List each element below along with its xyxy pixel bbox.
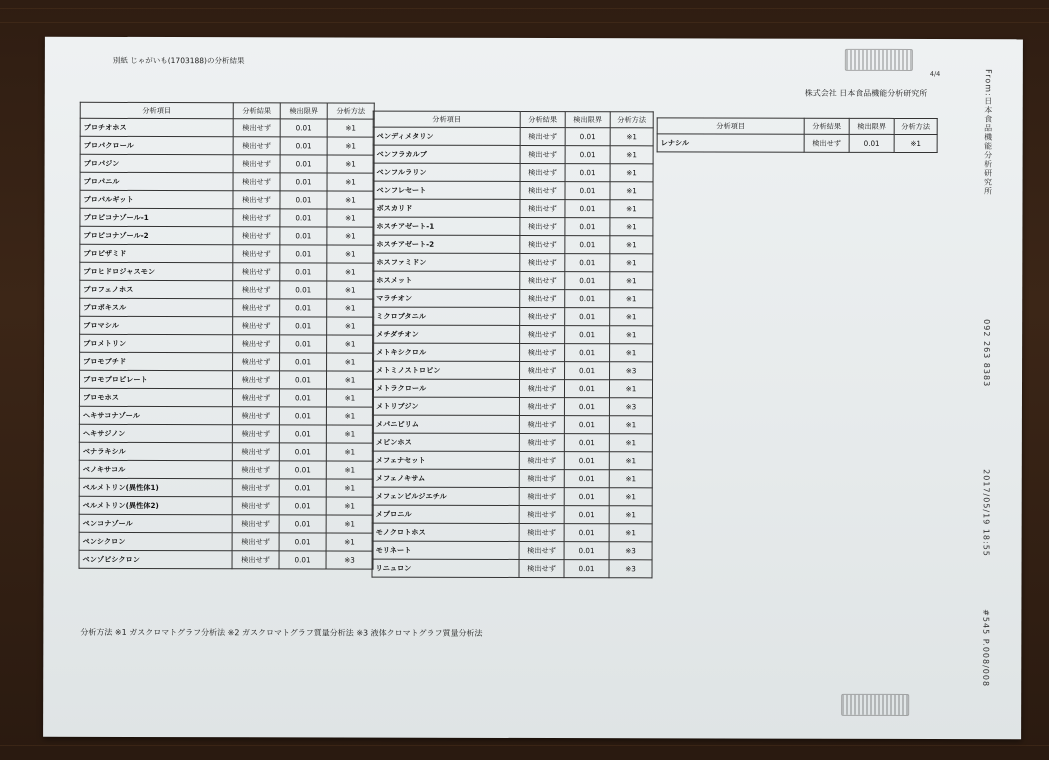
limit-cell: 0.01 <box>279 497 326 515</box>
item-name-cell: ベナラキシル <box>79 442 232 460</box>
table-row <box>79 424 373 443</box>
limit-cell: 0.01 <box>564 488 609 506</box>
method-cell: ※1 <box>327 317 374 335</box>
result-cell: 検出せず <box>233 245 280 263</box>
result-cell: 検出せず <box>519 415 564 433</box>
fax-page-info: #545 P.008/008 <box>981 609 991 688</box>
item-name-cell: プロパジン <box>80 154 233 172</box>
table-row <box>373 145 653 164</box>
item-name-cell: プロパルギット <box>80 190 233 208</box>
item-name-cell: ホスファミドン <box>373 253 520 271</box>
table-body <box>372 127 653 578</box>
result-cell: 検出せず <box>520 253 565 271</box>
table-row <box>80 316 374 335</box>
item-name-cell: メトリブジン <box>372 397 519 415</box>
result-cell: 検出せず <box>233 155 280 173</box>
method-cell: ※1 <box>610 182 653 200</box>
result-cell: 検出せず <box>232 461 279 479</box>
method-cell: ※1 <box>610 254 653 272</box>
limit-cell: 0.01 <box>279 443 326 461</box>
method-cell: ※1 <box>327 263 374 281</box>
page-number: 4/4 <box>929 70 941 79</box>
company-seal-stamp-bottom <box>841 694 909 716</box>
result-cell: 検出せず <box>520 307 565 325</box>
limit-cell: 0.01 <box>564 542 609 560</box>
item-name-cell: メフェンピルジエチル <box>372 487 519 505</box>
item-name-cell: メフェノキサム <box>372 469 519 487</box>
result-cell: 検出せず <box>233 317 280 335</box>
result-cell: 検出せず <box>233 263 280 281</box>
result-cell: 検出せず <box>519 541 564 559</box>
item-name-cell: ベンゾビシクロン <box>79 550 232 568</box>
result-cell: 検出せず <box>519 469 564 487</box>
item-name-cell: メチダチオン <box>373 325 520 343</box>
table-row <box>373 271 653 290</box>
item-name-cell: プロパニル <box>80 172 233 190</box>
method-cell: ※3 <box>610 362 653 380</box>
table-row <box>80 280 374 299</box>
item-name-cell: レナシル <box>657 134 804 152</box>
item-name-cell: ブロモホス <box>79 388 232 406</box>
method-cell: ※1 <box>327 281 374 299</box>
table-row <box>373 325 653 344</box>
item-name-cell: ペンコナゾール <box>79 514 232 532</box>
item-name-cell: ヘキサコナゾール <box>79 406 232 424</box>
table-row <box>372 487 652 506</box>
method-cell: ※1 <box>326 407 373 425</box>
result-cell: 検出せず <box>233 227 280 245</box>
item-name-cell: プロピコナゾール-2 <box>80 226 233 244</box>
result-cell: 検出せず <box>232 515 279 533</box>
table-body <box>657 134 937 153</box>
limit-cell: 0.01 <box>564 416 609 434</box>
limit-cell: 0.01 <box>280 245 327 263</box>
limit-cell: 0.01 <box>279 461 326 479</box>
limit-cell: 0.01 <box>564 380 609 398</box>
limit-cell: 0.01 <box>279 389 326 407</box>
result-cell: 検出せず <box>520 145 565 163</box>
result-cell: 検出せず <box>520 325 565 343</box>
limit-cell: 0.01 <box>279 407 326 425</box>
limit-cell: 0.01 <box>280 263 327 281</box>
method-cell: ※1 <box>326 533 373 551</box>
method-cell: ※1 <box>327 227 374 245</box>
limit-cell: 0.01 <box>279 533 326 551</box>
table-row <box>372 469 652 488</box>
item-name-cell: メプロニル <box>372 505 519 523</box>
limit-cell: 0.01 <box>565 308 610 326</box>
result-cell: 検出せず <box>520 235 565 253</box>
limit-cell: 0.01 <box>280 209 327 227</box>
result-cell: 検出せず <box>519 397 564 415</box>
limit-cell: 0.01 <box>280 281 327 299</box>
table-row <box>373 163 653 182</box>
result-cell: 検出せず <box>233 335 280 353</box>
limit-cell: 0.01 <box>564 452 609 470</box>
header-result: 分析結果 <box>233 103 280 119</box>
method-cell: ※1 <box>326 443 373 461</box>
result-cell: 検出せず <box>233 281 280 299</box>
limit-cell: 0.01 <box>280 155 327 173</box>
result-cell: 検出せず <box>232 479 279 497</box>
table-row <box>80 136 374 155</box>
result-cell: 検出せず <box>519 505 564 523</box>
method-cell: ※3 <box>609 560 652 578</box>
results-table-1 <box>79 102 375 570</box>
item-name-cell: プロピザミド <box>80 244 233 262</box>
item-name-cell: ベンフレセート <box>373 181 520 199</box>
table-row <box>79 442 373 461</box>
table-row <box>372 505 652 524</box>
table-row <box>80 244 374 263</box>
method-cell: ※1 <box>327 299 374 317</box>
item-name-cell: プロパクロール <box>80 136 233 154</box>
limit-cell: 0.01 <box>565 164 610 182</box>
header-method: 分析方法 <box>610 112 653 128</box>
limit-cell: 0.01 <box>280 335 327 353</box>
item-name-cell: ブロマシル <box>80 316 233 334</box>
method-cell: ※1 <box>327 173 374 191</box>
table-row <box>80 352 374 371</box>
table-body <box>79 118 374 569</box>
result-cell: 検出せず <box>520 289 565 307</box>
limit-cell: 0.01 <box>280 173 327 191</box>
table-row <box>372 559 652 578</box>
method-cell: ※1 <box>610 308 653 326</box>
fax-phone: 092 263 8383 <box>982 319 992 388</box>
limit-cell: 0.01 <box>279 551 326 569</box>
document-title: 別紙 じゃがいも(1703188)の分析結果 <box>112 55 245 66</box>
table-row <box>79 406 373 425</box>
result-cell: 検出せず <box>520 343 565 361</box>
item-name-cell: メビンホス <box>372 433 519 451</box>
limit-cell: 0.01 <box>279 371 326 389</box>
table-row <box>79 496 373 515</box>
method-cell: ※1 <box>327 245 374 263</box>
limit-cell: 0.01 <box>564 398 609 416</box>
method-cell: ※1 <box>609 380 652 398</box>
method-cell: ※3 <box>609 398 652 416</box>
result-cell: 検出せず <box>232 533 279 551</box>
header-result: 分析結果 <box>520 111 565 127</box>
method-cell: ※1 <box>327 191 374 209</box>
limit-cell: 0.01 <box>564 524 609 542</box>
table-row <box>373 253 653 272</box>
company-seal-stamp <box>845 49 913 71</box>
limit-cell: 0.01 <box>279 479 326 497</box>
document-page <box>43 37 1023 740</box>
method-cell: ※1 <box>609 488 652 506</box>
results-table-3 <box>657 117 938 153</box>
item-name-cell: ブロモプロピレート <box>79 370 232 388</box>
result-cell: 検出せず <box>519 487 564 505</box>
result-cell: 検出せず <box>233 353 280 371</box>
limit-cell: 0.01 <box>565 128 610 146</box>
item-name-cell: ホスチアゼート-1 <box>373 217 520 235</box>
limit-cell: 0.01 <box>564 470 609 488</box>
result-cell: 検出せず <box>233 137 280 155</box>
item-name-cell: プロポキスル <box>80 298 233 316</box>
fax-header-strip <box>981 69 997 729</box>
table-row <box>80 208 374 227</box>
header-item: 分析項目 <box>80 102 233 118</box>
item-name-cell: モノクロトホス <box>372 523 519 541</box>
item-name-cell: ベンフラカルブ <box>373 145 520 163</box>
method-cell: ※1 <box>610 272 653 290</box>
method-cell: ※1 <box>610 128 653 146</box>
table-row <box>373 199 653 218</box>
table-row <box>373 181 653 200</box>
results-table-2 <box>372 111 654 579</box>
limit-cell: 0.01 <box>565 344 610 362</box>
table-row <box>79 514 373 533</box>
limit-cell: 0.01 <box>280 353 327 371</box>
header-result: 分析結果 <box>804 118 849 134</box>
table-row <box>79 460 373 479</box>
method-cell: ※1 <box>609 524 652 542</box>
method-cell: ※3 <box>609 542 652 560</box>
method-cell: ※1 <box>327 335 374 353</box>
table-row <box>79 370 373 389</box>
table-row <box>373 235 653 254</box>
table-row <box>373 289 653 308</box>
item-name-cell: メフェナセット <box>372 451 519 469</box>
method-cell: ※1 <box>327 119 374 137</box>
limit-cell: 0.01 <box>565 236 610 254</box>
item-name-cell: ホスメット <box>373 271 520 289</box>
table-row <box>80 118 374 137</box>
method-cell: ※1 <box>609 506 652 524</box>
method-cell: ※1 <box>894 134 937 152</box>
table-row <box>372 523 652 542</box>
limit-cell: 0.01 <box>565 218 610 236</box>
item-name-cell: モリネート <box>372 541 519 559</box>
table-row <box>373 343 653 362</box>
method-cell: ※1 <box>326 461 373 479</box>
table-row <box>79 478 373 497</box>
item-name-cell: メトラクロール <box>372 379 519 397</box>
item-name-cell: プロフェノホス <box>80 280 233 298</box>
result-cell: 検出せず <box>233 173 280 191</box>
item-name-cell: メトミノストロビン <box>373 361 520 379</box>
result-cell: 検出せず <box>232 551 279 569</box>
fax-datetime: 2017/05/19 18:55 <box>981 469 991 557</box>
item-name-cell: プロピコナゾール-1 <box>80 208 233 226</box>
limit-cell: 0.01 <box>280 317 327 335</box>
table-row <box>80 334 374 353</box>
result-cell: 検出せず <box>519 451 564 469</box>
limit-cell: 0.01 <box>565 362 610 380</box>
table-row <box>80 226 374 245</box>
header-method: 分析方法 <box>894 118 937 134</box>
table-row <box>657 134 937 153</box>
item-name-cell: メパニピリム <box>372 415 519 433</box>
method-cell: ※1 <box>609 452 652 470</box>
result-cell: 検出せず <box>233 191 280 209</box>
result-cell: 検出せず <box>519 559 564 577</box>
table-row <box>80 190 374 209</box>
table-row <box>372 451 652 470</box>
header-method: 分析方法 <box>327 103 374 119</box>
result-cell: 検出せず <box>232 407 279 425</box>
table-row <box>372 379 652 398</box>
result-cell: 検出せず <box>520 181 565 199</box>
table-row <box>80 154 374 173</box>
limit-cell: 0.01 <box>565 182 610 200</box>
limit-cell: 0.01 <box>280 299 327 317</box>
table-row <box>80 262 374 281</box>
method-cell: ※1 <box>326 497 373 515</box>
item-name-cell: ペンディメタリン <box>373 127 520 145</box>
method-footnote: 分析方法 ※1 ガスクロマトグラフ分析法 ※2 ガスクロマトグラフ質量分析法 ※3 液体クロマトグラフ質量分析法 <box>80 627 483 638</box>
method-cell: ※1 <box>326 479 373 497</box>
item-name-cell: ベノキサコル <box>79 460 232 478</box>
table-row <box>372 433 652 452</box>
item-name-cell: ベンフルラリン <box>373 163 520 181</box>
method-cell: ※1 <box>610 326 653 344</box>
header-item: 分析項目 <box>373 111 520 127</box>
item-name-cell: ブロモブチド <box>80 352 233 370</box>
method-cell: ※1 <box>327 353 374 371</box>
method-cell: ※1 <box>610 164 653 182</box>
method-cell: ※1 <box>326 515 373 533</box>
result-cell: 検出せず <box>232 443 279 461</box>
item-name-cell: ヘキサジノン <box>79 424 232 442</box>
result-cell: 検出せず <box>804 134 849 152</box>
fax-from: From:日本食品機能分析研究所 <box>983 69 993 196</box>
method-cell: ※1 <box>327 137 374 155</box>
method-cell: ※1 <box>610 218 653 236</box>
result-cell: 検出せず <box>520 271 565 289</box>
item-name-cell: ボスカリド <box>373 199 520 217</box>
method-cell: ※1 <box>610 290 653 308</box>
result-cell: 検出せず <box>232 389 279 407</box>
method-cell: ※1 <box>609 434 652 452</box>
result-cell: 検出せず <box>520 217 565 235</box>
item-name-cell: ホスチアゼート-2 <box>373 235 520 253</box>
result-cell: 検出せず <box>232 497 279 515</box>
item-name-cell: プロチオホス <box>80 118 233 136</box>
limit-cell: 0.01 <box>280 137 327 155</box>
table-row <box>79 550 373 569</box>
limit-cell: 0.01 <box>279 425 326 443</box>
limit-cell: 0.01 <box>565 326 610 344</box>
result-cell: 検出せず <box>519 433 564 451</box>
limit-cell: 0.01 <box>279 515 326 533</box>
header-item: 分析項目 <box>657 118 804 134</box>
method-cell: ※1 <box>327 209 374 227</box>
table-row <box>372 541 652 560</box>
method-cell: ※1 <box>609 470 652 488</box>
limit-cell: 0.01 <box>565 272 610 290</box>
item-name-cell: プロメトリン <box>80 334 233 352</box>
table-row <box>79 532 373 551</box>
method-cell: ※1 <box>610 200 653 218</box>
result-cell: 検出せず <box>520 163 565 181</box>
table-row <box>373 307 653 326</box>
result-cell: 検出せず <box>519 523 564 541</box>
limit-cell: 0.01 <box>565 290 610 308</box>
method-cell: ※1 <box>326 389 373 407</box>
limit-cell: 0.01 <box>565 146 610 164</box>
table-row <box>373 127 653 146</box>
header-limit: 検出限界 <box>849 118 894 134</box>
item-name-cell: メトキシクロル <box>373 343 520 361</box>
item-name-cell: ペルメトリン(異性体2) <box>79 496 232 514</box>
table-row <box>373 217 653 236</box>
limit-cell: 0.01 <box>564 560 609 578</box>
table-row <box>373 361 653 380</box>
method-cell: ※3 <box>326 551 373 569</box>
limit-cell: 0.01 <box>565 254 610 272</box>
result-cell: 検出せず <box>520 199 565 217</box>
item-name-cell: ペルメトリン(異性体1) <box>79 478 232 496</box>
result-cell: 検出せず <box>520 361 565 379</box>
limit-cell: 0.01 <box>564 434 609 452</box>
header-limit: 検出限界 <box>565 112 610 128</box>
table-row <box>79 388 373 407</box>
limit-cell: 0.01 <box>849 134 894 152</box>
method-cell: ※1 <box>609 416 652 434</box>
item-name-cell: ミクロブタニル <box>373 307 520 325</box>
limit-cell: 0.01 <box>280 227 327 245</box>
item-name-cell: リニュロン <box>372 559 519 577</box>
result-cell: 検出せず <box>232 371 279 389</box>
result-cell: 検出せず <box>233 119 280 137</box>
limit-cell: 0.01 <box>565 200 610 218</box>
item-name-cell: マラチオン <box>373 289 520 307</box>
method-cell: ※1 <box>327 155 374 173</box>
method-cell: ※1 <box>610 344 653 362</box>
method-cell: ※1 <box>326 371 373 389</box>
table-row <box>80 172 374 191</box>
table-row <box>80 298 374 317</box>
result-cell: 検出せず <box>232 425 279 443</box>
company-name: 株式会社 日本食品機能分析研究所 <box>804 88 928 99</box>
result-cell: 検出せず <box>233 209 280 227</box>
method-cell: ※1 <box>610 236 653 254</box>
item-name-cell: プロヒドロジャスモン <box>80 262 233 280</box>
method-cell: ※1 <box>326 425 373 443</box>
table-row <box>372 415 652 434</box>
header-limit: 検出限界 <box>280 103 327 119</box>
limit-cell: 0.01 <box>280 119 327 137</box>
limit-cell: 0.01 <box>564 506 609 524</box>
item-name-cell: ペンシクロン <box>79 532 232 550</box>
result-cell: 検出せず <box>520 127 565 145</box>
result-cell: 検出せず <box>519 379 564 397</box>
result-cell: 検出せず <box>233 299 280 317</box>
method-cell: ※1 <box>610 146 653 164</box>
limit-cell: 0.01 <box>280 191 327 209</box>
table-row <box>372 397 652 416</box>
